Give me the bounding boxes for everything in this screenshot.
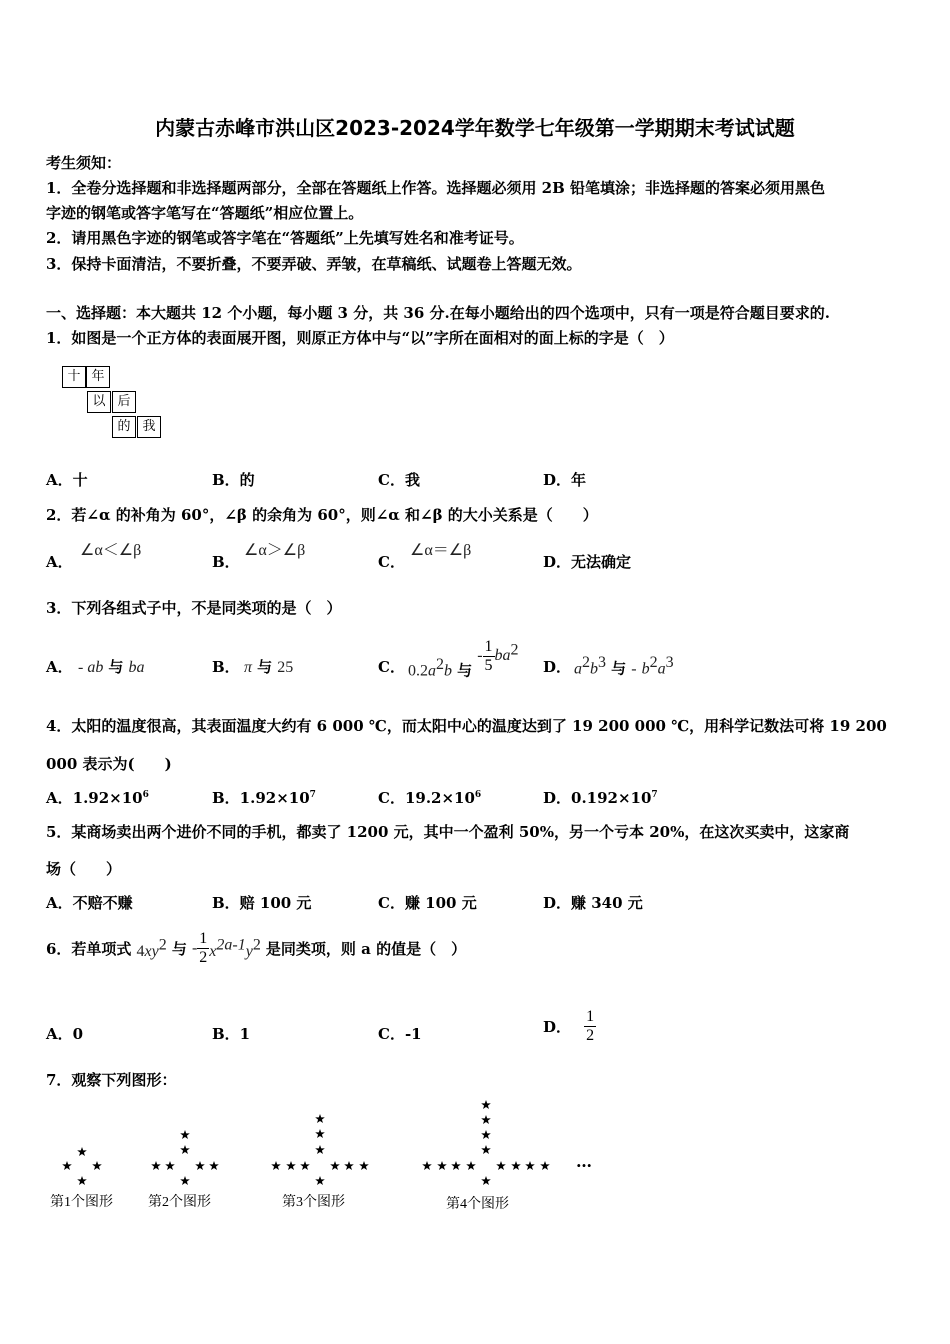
q2-stem: 2．若∠α 的补角为 60°，∠β 的余角为 60°，则∠α 和∠β 的大小关系是（ ）	[46, 506, 598, 524]
q3-option-a-label[interactable]: A．	[46, 658, 73, 676]
q1-option-a[interactable]: A．十	[46, 471, 88, 489]
notice-line-1b: 字迹的钢笔或答字笔写在“答题纸”相应位置上。	[46, 204, 364, 222]
q5-option-b[interactable]: B．赔 100 元	[212, 894, 312, 912]
figure-1-label: 第1个图形	[50, 1195, 113, 1210]
q1-option-d[interactable]: D．年	[543, 471, 587, 489]
net-cell-6: 我	[137, 416, 161, 438]
section-heading: 一、选择题：本大题共 12 个小题，每小题 3 分，共 36 分.在每小题给出的四个选项中，只有一项是符合题目要求的.	[46, 304, 830, 322]
q6-option-c[interactable]: C．-1	[378, 1025, 422, 1043]
q4-stem-1: 4．太阳的温度很高，其表面温度大约有 6 000 ℃，而太阳中心的温度达到了 19 200 000 ℃，用科学记数法可将 19 200	[46, 717, 887, 735]
figure-4-label: 第4个图形	[446, 1197, 509, 1212]
q2-option-a-expr: ∠α＜∠β	[80, 542, 142, 559]
q4-option-d[interactable]: D．$0.192\times 10^7$	[543, 789, 658, 807]
q3-stem: 3．下列各组式子中，不是同类项的是（ ）	[46, 599, 342, 617]
figure-1-stars	[62, 1147, 102, 1185]
net-cell-3: 以	[87, 391, 111, 413]
q5-option-a[interactable]: A．不赔不赚	[46, 894, 133, 912]
q3-option-b-label[interactable]: B．	[212, 658, 240, 676]
q4-option-a[interactable]: A．$1.92\times 10^6$	[46, 789, 149, 807]
net-cell-1: 十	[62, 366, 86, 388]
q2-option-c-label[interactable]: C．	[378, 553, 405, 571]
q3-option-d-label[interactable]: D．	[543, 658, 572, 676]
figure-2-stars	[151, 1130, 219, 1185]
figure-3-stars	[271, 1114, 369, 1185]
q3-option-b-expr: π 与 25	[244, 658, 294, 676]
q4-option-c[interactable]: C．$19.2\times 10^6$	[378, 789, 482, 807]
q2-option-d[interactable]: D．无法确定	[543, 553, 632, 571]
net-cell-4: 后	[112, 391, 136, 413]
q1-option-b[interactable]: B．的	[212, 471, 255, 489]
q6-option-a[interactable]: A．0	[46, 1025, 84, 1043]
q5-stem-1: 5．某商场卖出两个进价不同的手机，都卖了 1200 元，其中一个盈利 50%，另一个亏本 20%，在这次买卖中，这家商	[46, 823, 850, 841]
q2-option-c-expr: ∠α＝∠β	[410, 542, 472, 559]
q3-option-a-expr: - ab 与 ba	[78, 658, 145, 676]
q6-option-b[interactable]: B．1	[212, 1025, 251, 1043]
figure-4-stars	[422, 1100, 550, 1185]
notice-line-2: 2．请用黑色字迹的钢笔或答字笔在“答题纸”上先填写姓名和准考证号。	[46, 229, 524, 247]
figure-3-label: 第3个图形	[282, 1195, 345, 1210]
q3-option-d-expr: $a^2b^3$ 与 - $b^2a^3$	[574, 654, 674, 678]
q7-ellipsis: …	[576, 1152, 592, 1171]
q6-option-d[interactable]: D． $\frac{1}{2}$	[543, 1008, 595, 1044]
q6-stem: 6．若单项式 $4xy^2$ 与 - $\frac{1}{2}$ $x^{2a-1}y^2$ 是同类项，则 a 的值是（ ）	[46, 930, 467, 966]
q1-stem: 1．如图是一个正方体的表面展开图，则原正方体中与“以”字所在面相对的面上标的字是（ ）	[46, 329, 674, 347]
q5-stem-2: 场（ ）	[46, 860, 122, 878]
q5-option-c[interactable]: C．赚 100 元	[378, 894, 477, 912]
notice-line-3: 3．保持卡面清洁，不要折叠，不要弄破、弄皱，在草稿纸、试题卷上答题无效。	[46, 255, 582, 273]
q4-stem-2: 000 表示为( )	[46, 755, 172, 773]
q2-option-b-label[interactable]: B．	[212, 553, 240, 571]
notice-line-1a: 1．全卷分选择题和非选择题两部分，全部在答题纸上作答。选择题必须用 2B 铅笔填涂；非选择题的答案必须用黑色	[46, 179, 826, 197]
notice-heading: 考生须知：	[46, 154, 122, 172]
figure-2-label: 第2个图形	[148, 1195, 211, 1210]
star-pattern-figures	[46, 1095, 606, 1195]
q4-option-b[interactable]: B．$1.92\times 10^7$	[212, 789, 316, 807]
q3-option-c-label[interactable]: C．	[378, 658, 405, 676]
net-cell-5: 的	[112, 416, 136, 438]
q7-stem: 7．观察下列图形：	[46, 1071, 177, 1089]
q5-option-d[interactable]: D．赚 340 元	[543, 894, 643, 912]
q2-option-b-expr: ∠α＞∠β	[244, 542, 306, 559]
q3-option-c-expr: $0.2a^2b$ 与 - $\frac{1}{5}$ $ba^2$	[408, 637, 519, 680]
page-title: 内蒙古赤峰市洪山区2023-2024学年数学七年级第一学期期末考试试题	[155, 116, 795, 140]
q1-option-c[interactable]: C．我	[378, 471, 420, 489]
q2-option-a-label[interactable]: A．	[46, 553, 73, 571]
net-cell-2: 年	[86, 366, 110, 388]
